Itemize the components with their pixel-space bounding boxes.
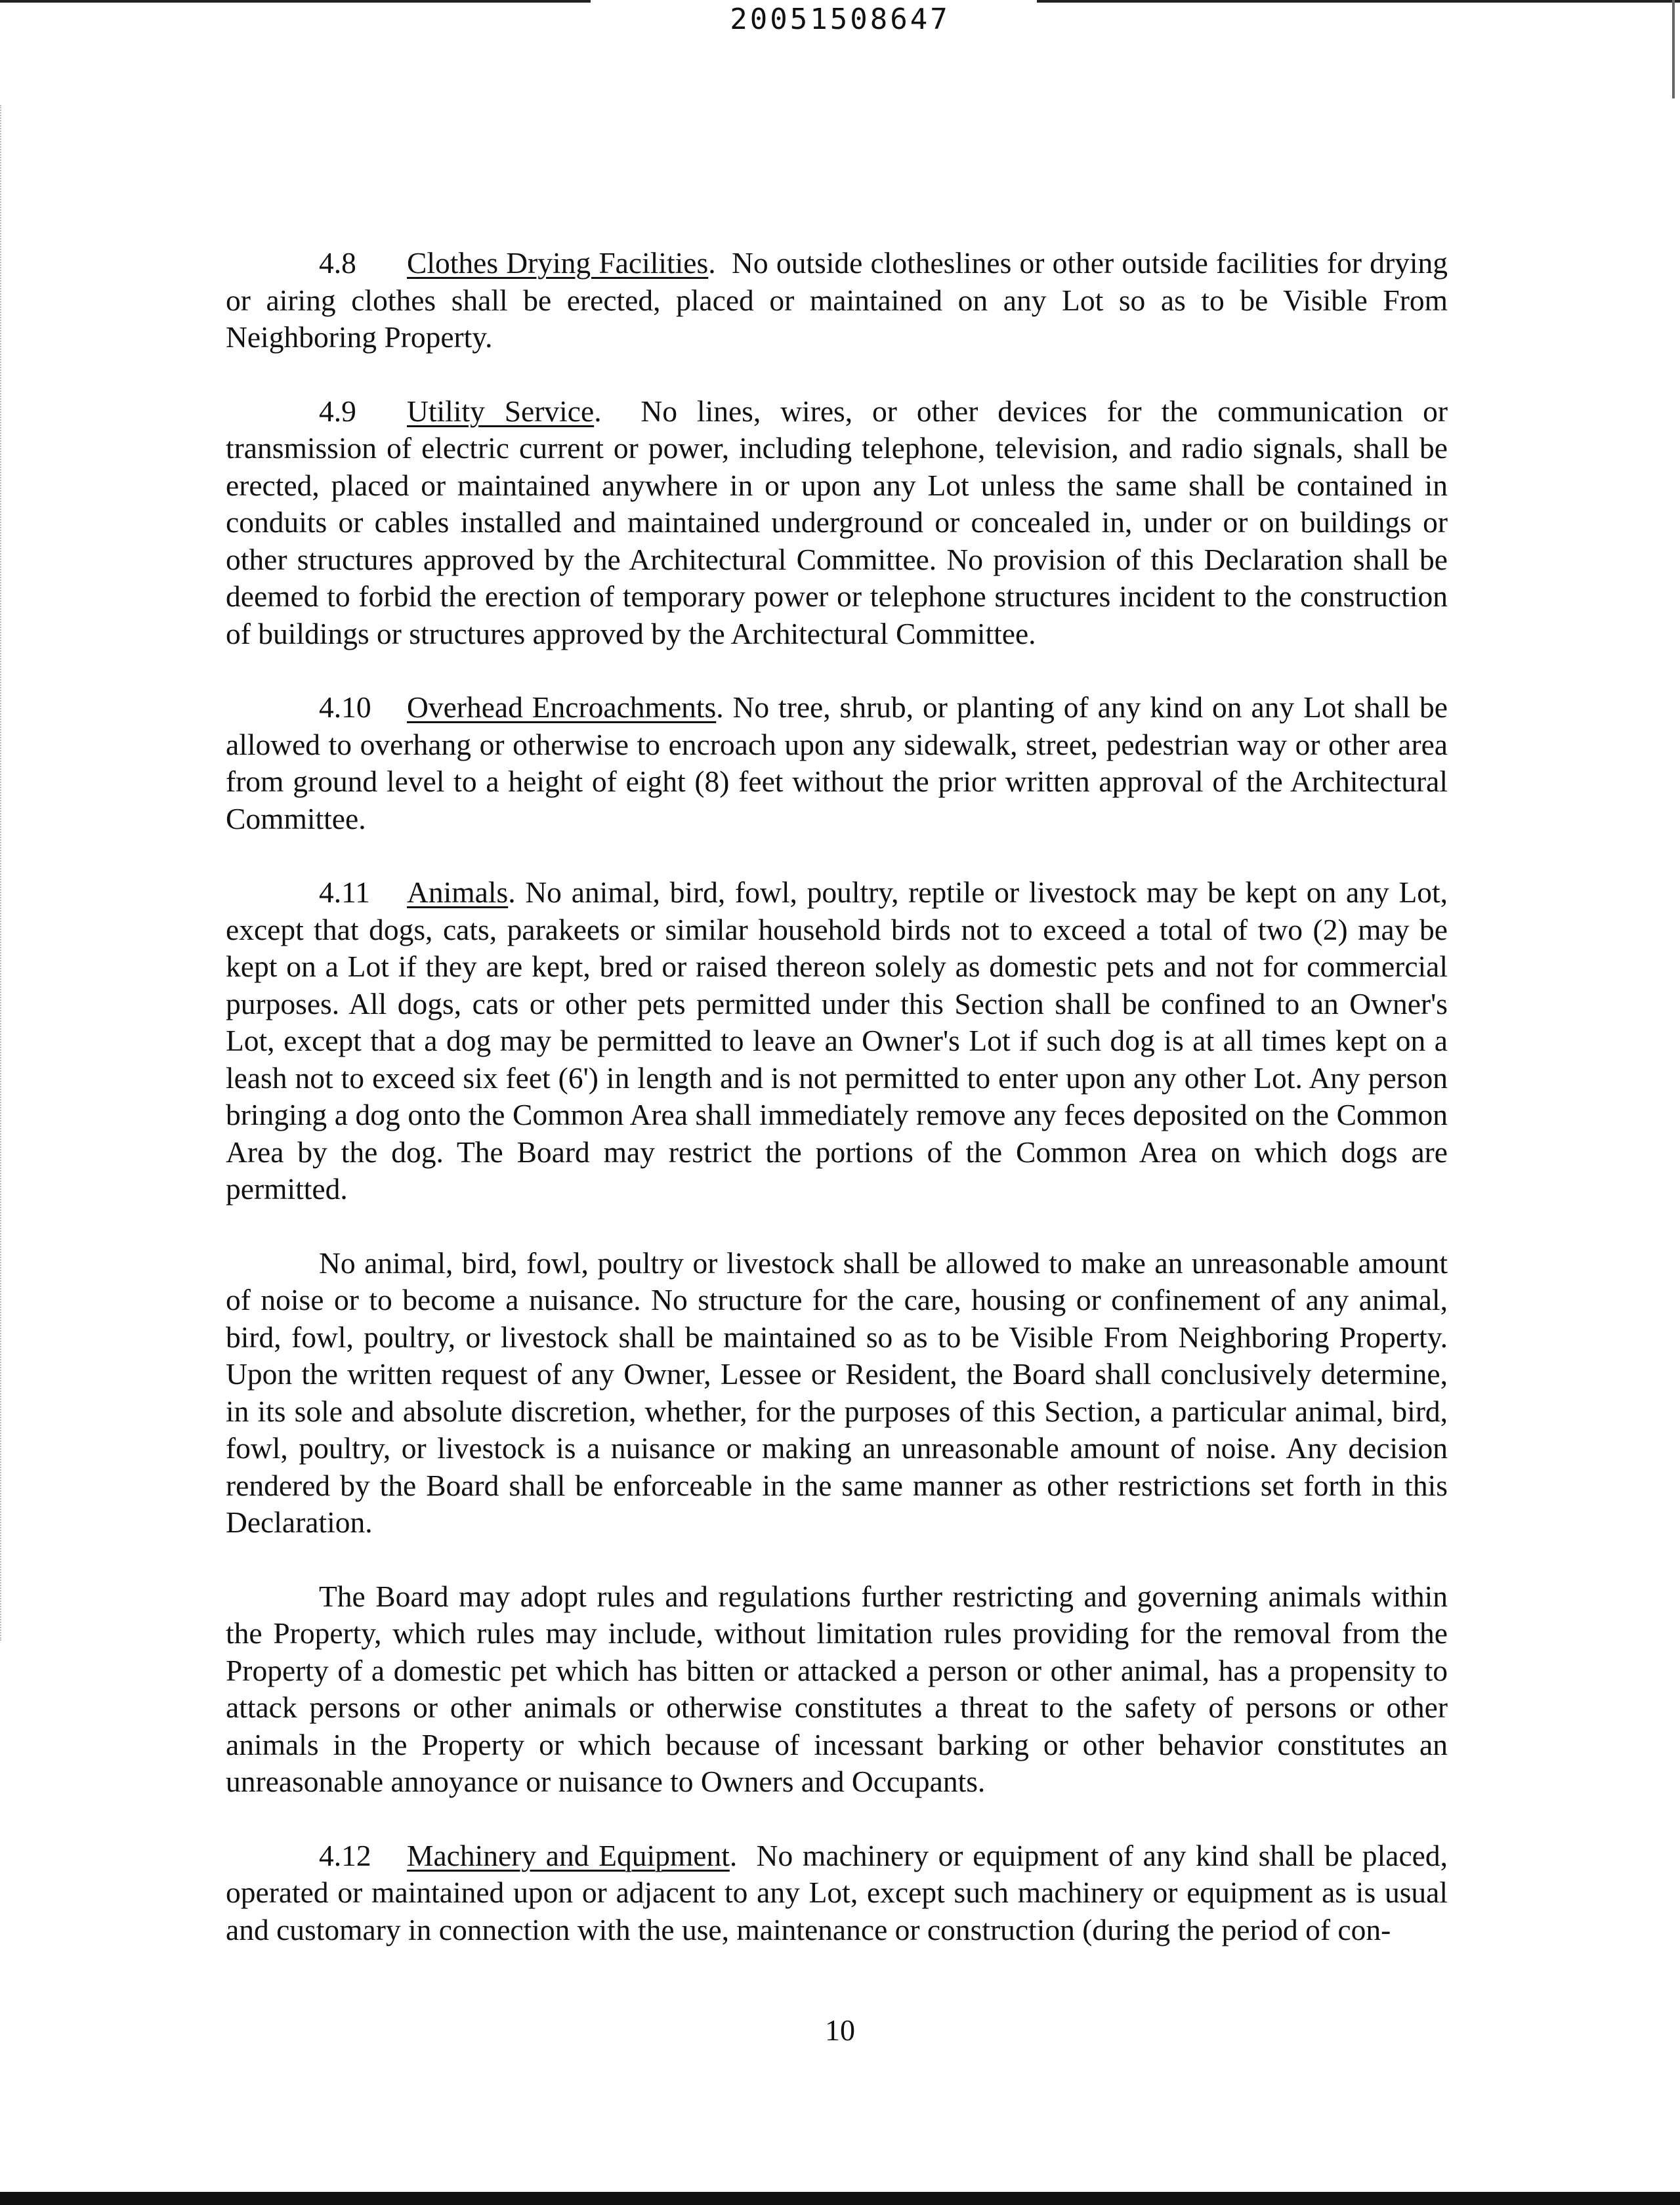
section-text: No outside clotheslines or other outside facilities for drying or airing clothes shall be erected, placed or maintained on any Lot so as to be Visible From Neighboring Property. <box>226 246 1448 354</box>
paragraph-text: The Board may adopt rules and regulations further restricting and governing animals within the Property, which rules may include, without limitation rules providing for the removal from the Property of a domestic pet which has bitten or attacked a person or other animal, has a propensity to attack persons or other animals or otherwise constitutes a threat to the safety of persons or other animals in the Property or which because of incessant barking or other behavior constitutes an unreasonable annoyance or nuisance to Owners and Occupants. <box>226 1579 1448 1798</box>
page-number: 10 <box>825 2013 855 2047</box>
document-body <box>226 245 1448 1948</box>
section-number: 4.10 <box>319 690 371 724</box>
document-number: 20051508647 <box>730 3 950 36</box>
section-4-8: 4.8 Clothes Drying Facilities. No outside clotheslines or other outside facilities for drying or airing clothes shall be erected, placed or maintained on any Lot so as to be Visible From Neighboring Property. <box>226 246 1448 354</box>
section-heading: Overhead Encroachments <box>407 690 717 724</box>
section-4-11: 4.11 Animals. No animal, bird, fowl, poultry, reptile or livestock may be kept on any Lot, except that dogs, cats, parakeets or similar household birds not to exceed a total of two (2) may be kept on a Lot if they are kept, bred or raised thereon solely as domestic pets and not for commercial purposes. All dogs, cats or other pets permitted under this Section shall be confined to an Owner's Lot, except that a dog may be permitted to leave an Owner's Lot if such dog is at all times kept on a leash not to exceed six feet (6') in length and is not permitted to enter upon any other Lot. Any person bringing a dog onto the Common Area shall immediately remove any feces deposited on the Common Area by the dog. The Board may restrict the portions of the Common Area on which dogs are permitted. <box>226 875 1448 1206</box>
section-number: 4.12 <box>319 1838 371 1872</box>
paragraph-text: No animal, bird, fowl, poultry or livestock shall be allowed to make an unreasonable amount of noise or to become a nuisance. No structure for the care, housing or confinement of any animal, bird, fowl, poultry, or livestock shall be maintained so as to be Visible From Neighboring Property. Upon the written request of any Owner, Lessee or Resident, the Board shall conclusively determine, in its sole and absolute discretion, whether, for the purposes of this Section, a particular animal, bird, fowl, poultry, or livestock is a nuisance or making an unreasonable amount of noise. Any decision rendered by the Board shall be enforceable in the same manner as other restrictions set forth in this Declaration. <box>226 1246 1448 1539</box>
section-text: No machinery or equipment of any kind shall be placed, operated or maintained upon or adjacent to any Lot, except such machinery or equipment as is usual and customary in connection with the use, maintenance or construction (during the period of con- <box>226 1838 1448 1946</box>
scan-left-margin-marks <box>0 105 3 1641</box>
scan-bottom-bar <box>0 2192 1680 2205</box>
section-4-9: 4.9 Utility Service. No lines, wires, or other devices for the communication or transmission of electric current or power, including telephone, television, and radio signals, shall be erected, placed or maintained anywhere in or upon any Lot unless the same shall be contained in conduits or cables installed and maintained underground or concealed in, under or on buildings or other structures approved by the Architectural Committee. No provision of this Declaration shall be deemed to forbid the erection of temporary power or telephone structures incident to the construction of buildings or structures approved by the Architectural Committee. <box>226 394 1448 650</box>
section-number: 4.8 <box>319 246 356 280</box>
section-text: No animal, bird, fowl, poultry, reptile or livestock may be kept on any Lot, except that dogs, cats, parakeets or similar household birds not to exceed a total of two (2) may be kept on a Lot if they are kept, bred or raised thereon solely as domestic pets and not for commercial purposes. All dogs, cats or other pets permitted under this Section shall be confined to an Owner's Lot, except that a dog may be permitted to leave an Owner's Lot if such dog is at all times kept on a leash not to exceed six feet (6') in length and is not permitted to enter upon any other Lot. Any person bringing a dog onto the Common Area shall immediately remove any feces deposited on the Common Area by the dog. The Board may restrict the portions of the Common Area on which dogs are permitted. <box>226 875 1448 1206</box>
section-4-10: 4.10 Overhead Encroachments. No tree, shrub, or planting of any kind on any Lot shall be allowed to overhang or otherwise to encroach upon any sidewalk, street, pedestrian way or other area from ground level to a height of eight (8) feet without the prior written approval of the Architectural Committee. <box>226 690 1448 835</box>
section-number: 4.11 <box>319 875 370 909</box>
section-heading: Machinery and Equipment <box>407 1838 730 1872</box>
section-heading: Utility Service <box>407 394 595 428</box>
section-text: No lines, wires, or other devices for the communication or transmission of electric current or power, including telephone, television, and radio signals, shall be erected, placed or maintained anywhere in or upon any Lot unless the same shall be contained in conduits or cables installed and maintained underground or concealed in, under or on buildings or other structures approved by the Architectural Committee. No provision of this Declaration shall be deemed to forbid the erection of temporary power or telephone structures incident to the construction of buildings or structures approved by the Architectural Committee. <box>226 394 1448 650</box>
section-heading: Animals <box>407 875 509 909</box>
animals-paragraph-noise <box>226 1245 1448 1542</box>
section-number: 4.9 <box>319 394 356 428</box>
animals-paragraph-rules <box>226 1578 1448 1801</box>
section-text: No tree, shrub, or planting of any kind on any Lot shall be allowed to overhang or otherwise to encroach upon any sidewalk, street, pedestrian way or other area from ground level to a height of eight (8) feet without the prior written approval of the Architectural Committee. <box>226 690 1448 835</box>
section-4-12: 4.12 Machinery and Equipment. No machinery or equipment of any kind shall be placed, operated or maintained upon or adjacent to any Lot, except such machinery or equipment as is usual and customary in connection with the use, maintenance or construction (during the period of con- <box>226 1838 1448 1946</box>
section-heading: Clothes Drying Facilities <box>407 246 709 280</box>
